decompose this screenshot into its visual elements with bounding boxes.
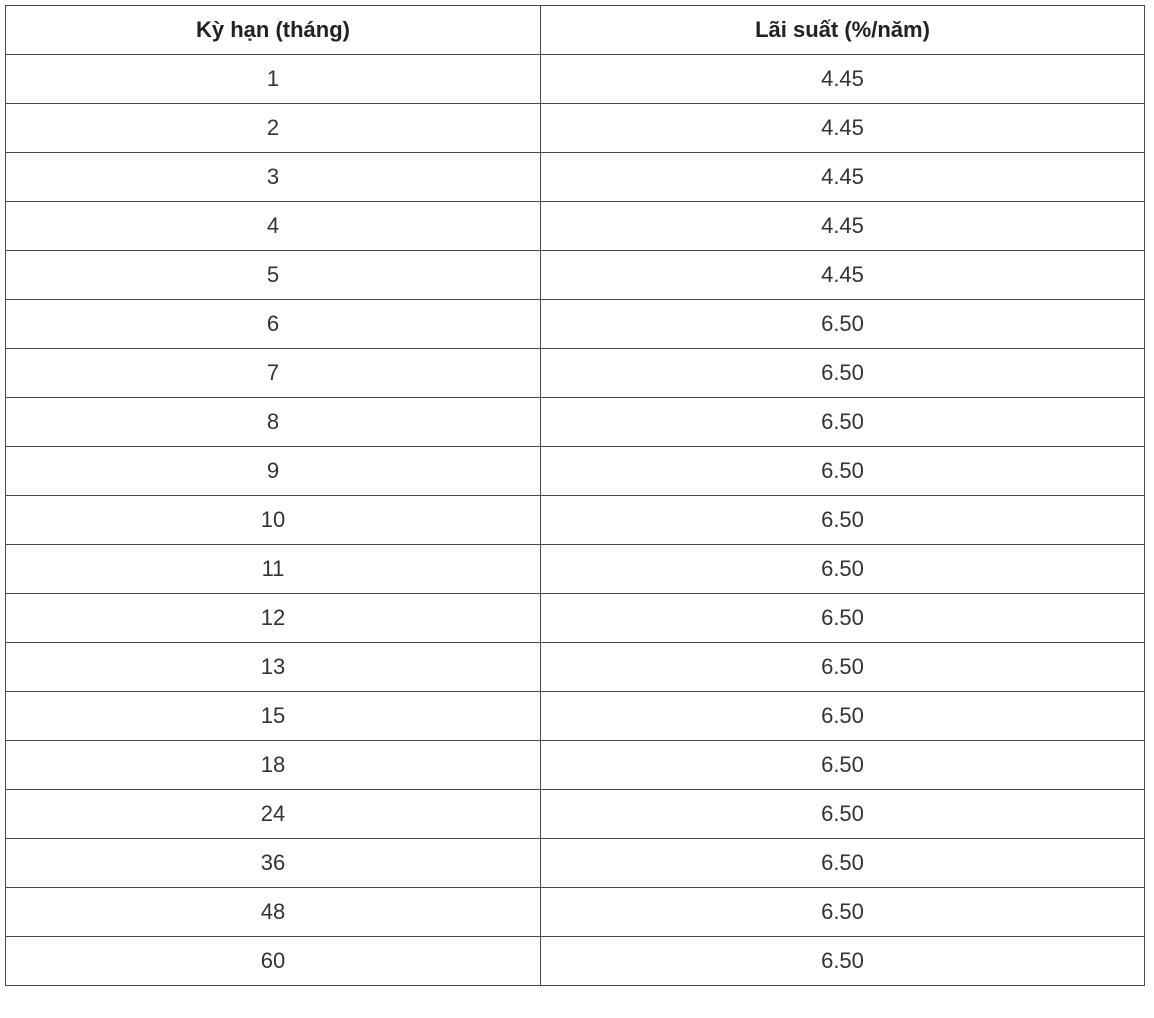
rate-cell: 6.50 [541, 937, 1145, 986]
term-cell: 6 [6, 300, 541, 349]
term-cell: 11 [6, 545, 541, 594]
term-cell: 15 [6, 692, 541, 741]
term-cell: 24 [6, 790, 541, 839]
table-row [6, 741, 1145, 790]
term-cell: 9 [6, 447, 541, 496]
interest-rate-table [5, 5, 1145, 986]
term-cell: 7 [6, 349, 541, 398]
rate-cell: 6.50 [541, 643, 1145, 692]
table-header [6, 6, 1145, 55]
header-rate: Lãi suất (%/năm) [541, 6, 1145, 55]
rate-cell: 6.50 [541, 496, 1145, 545]
term-cell: 3 [6, 153, 541, 202]
table-row [6, 447, 1145, 496]
table-row [6, 349, 1145, 398]
rate-cell: 6.50 [541, 790, 1145, 839]
table-row [6, 398, 1145, 447]
rate-cell: 6.50 [541, 545, 1145, 594]
table-row [6, 888, 1145, 937]
rate-cell: 6.50 [541, 398, 1145, 447]
rate-cell: 4.45 [541, 104, 1145, 153]
term-cell: 8 [6, 398, 541, 447]
header-term: Kỳ hạn (tháng) [6, 6, 541, 55]
rate-cell: 6.50 [541, 300, 1145, 349]
table-row [6, 643, 1145, 692]
rate-cell: 6.50 [541, 447, 1145, 496]
rate-cell: 6.50 [541, 839, 1145, 888]
table-row [6, 300, 1145, 349]
rate-cell: 6.50 [541, 349, 1145, 398]
table-row [6, 937, 1145, 986]
rate-cell: 4.45 [541, 251, 1145, 300]
table-row [6, 790, 1145, 839]
rate-cell: 6.50 [541, 741, 1145, 790]
rate-cell: 4.45 [541, 55, 1145, 104]
table-row [6, 496, 1145, 545]
term-cell: 1 [6, 55, 541, 104]
rate-cell: 6.50 [541, 888, 1145, 937]
term-cell: 4 [6, 202, 541, 251]
table-row [6, 202, 1145, 251]
table-row [6, 545, 1145, 594]
rate-cell: 6.50 [541, 692, 1145, 741]
term-cell: 36 [6, 839, 541, 888]
term-cell: 13 [6, 643, 541, 692]
term-cell: 60 [6, 937, 541, 986]
rate-cell: 4.45 [541, 202, 1145, 251]
header-row [6, 6, 1145, 55]
term-cell: 10 [6, 496, 541, 545]
table-row [6, 692, 1145, 741]
table-row [6, 251, 1145, 300]
term-cell: 5 [6, 251, 541, 300]
rate-cell: 4.45 [541, 153, 1145, 202]
term-cell: 12 [6, 594, 541, 643]
rate-cell: 6.50 [541, 594, 1145, 643]
table-body [6, 55, 1145, 986]
table-row [6, 104, 1145, 153]
term-cell: 48 [6, 888, 541, 937]
term-cell: 18 [6, 741, 541, 790]
table-row [6, 153, 1145, 202]
term-cell: 2 [6, 104, 541, 153]
table-row [6, 594, 1145, 643]
table-row [6, 839, 1145, 888]
table-row [6, 55, 1145, 104]
rate-table-container [5, 5, 1145, 986]
